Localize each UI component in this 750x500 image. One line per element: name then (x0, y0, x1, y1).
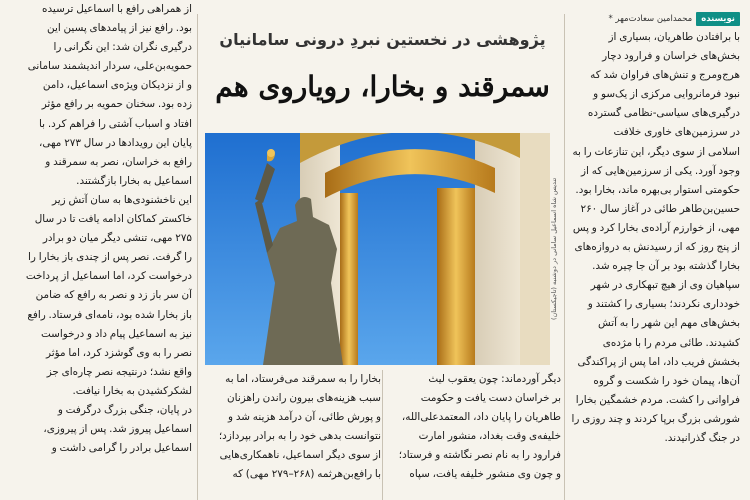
text-line: با برافتادن طاهریان، بسیاری از (608, 31, 740, 43)
text-line: بخش‌های خراسان و فرارود دچار (602, 50, 740, 63)
text-line: ۲۷۵ مهی، تنشی دیگر میان دو برادر (42, 232, 192, 245)
text-line: دیگر آوردماند: چون یعقوب لیث (428, 373, 561, 385)
text-line: این ناخشنودی‌ها به سان آتش زیر (52, 193, 192, 206)
byline (568, 12, 740, 26)
text-line: سپاهیان وی از هیچ تبهکاری در شهر (590, 279, 740, 292)
statue-photo (205, 133, 550, 365)
text-line: خودداری نکردند؛ بسیاری را کشتند و (587, 298, 740, 311)
text-line: بخارا گذشته بود بر آن جا چیره شد. (592, 260, 740, 273)
text-line: و پورش طائی، آن درآمد هزینه شد و (228, 411, 381, 424)
text-line: پایان این رویدادها در سال ۲۷۳ مهی، (39, 136, 192, 149)
text-line: فرارود را به نام نصر نگاشته و فرستاد؛ (398, 449, 561, 462)
text-line: وجود آورد. یکی از سرزمین‌هایی که از (581, 164, 740, 177)
text-line: و چون وی منشور خلیفه یافت، سپاه (409, 468, 561, 481)
author-name: محمدامین سعادت‌مهر * (608, 14, 693, 24)
text-line: حکومتی استوار بی‌بهره ماند، بخارا بود. (575, 183, 740, 196)
byline-tag: نویسنده (696, 12, 740, 26)
text-line: افتاد و اسباب آشتی را فراهم کرد. با (38, 117, 192, 130)
photo-caption: تندیس شاه اسماعیل سامانی در دوشنبه (تاجیکستان) (550, 177, 558, 321)
text-line: آن‌ها، پیمان خود را شکست و گروه (593, 374, 740, 387)
text-line: خاکستر کماکان ادامه یافت تا در سال (34, 213, 192, 226)
text-line: از همراهی رافع با اسماعیل ترسیده (42, 3, 192, 15)
column-divider (564, 14, 565, 500)
text-line: هرج‌ومرج و تنش‌های فراوان شد که (590, 69, 740, 82)
text-line: حسین‌بن‌طاهر طائی در آغاز سال ۲۶۰ (580, 202, 740, 215)
text-column-right (568, 28, 740, 500)
text-line: از پنج روز که از رسیدنش به دروازه‌های (574, 241, 740, 254)
text-line: آن سر باز زد و نصر به رافع که ضامن (35, 289, 192, 302)
text-column-middle-left (205, 370, 381, 500)
text-line: در پایان، جنگی بزرگ درگرفت و (57, 403, 192, 416)
text-line: درگیری نگران شد: این نگرانی را (53, 41, 192, 54)
text-line: درخواست کرد، اما اسماعیل از پرداخت (25, 270, 192, 283)
text-line: نبود فرمانروایی مرکزی از یک‌سو و (593, 88, 740, 101)
text-line: سبب هزینه‌های بیرون راندن راهزنان (227, 392, 381, 405)
text-line: در سرزمین‌های خاوری خلافت (613, 126, 740, 139)
text-line: فراوانی را کشت. مردم خشمگین بخارا (575, 393, 740, 406)
column-divider (197, 14, 198, 500)
text-line: بر خراسان دست یافت و حکومت (420, 392, 561, 405)
headline: سمرقند و بخارا، رویاروی هم (215, 70, 550, 103)
text-line: نتوانست بدهی خود را به برادر بپردازد؛ (218, 430, 381, 443)
text-line: خلیفه‌ی وقت بغداد، منشور امارت (418, 430, 561, 443)
text-column-left (12, 0, 192, 500)
text-line: حمویه‌بن‌علی، سردار اندیشمند سامانی (27, 60, 192, 73)
text-line: لشکرکشیدن به بخارا نیافت. (72, 384, 192, 397)
text-line: کشیدند. طائی مردم را با مژده‌ی (602, 336, 740, 349)
text-line: شورشی بزرگ برپا کردند و چند روزی را (571, 412, 740, 425)
text-line: مهی، از خوارزم آراده‌ی بخارا کرد و پس (572, 221, 740, 234)
text-line: از سوی دیگر اسماعیل، ناهمکاری‌هایی (219, 449, 381, 462)
text-line: بخارا را به سمرقند می‌فرستاد، اما به (225, 373, 381, 385)
text-line: با رافع‌بن‌هرثمه (۲۶۸–۲۷۹ مهی) که (232, 468, 381, 481)
text-line: نصر را به وی گوشزد کرد، اما مؤثر (46, 346, 192, 359)
kicker-subtitle: پژوهشی در نخستین نبردِ درونی سامانیان (219, 30, 546, 49)
text-line: در جنگ گذرانیدند. (664, 431, 740, 444)
text-line: بخش‌های مهم این شهر را به آتش (597, 317, 740, 330)
text-line: را گرفت. نصر پس از چندی باز بخارا را (28, 251, 192, 264)
text-line: طاهریان را پایان داد، المعتمدعلی‌الله، (401, 411, 561, 424)
text-line: اسماعیل پیروز شد. پس از پیروزی، (43, 423, 192, 436)
text-line: رافع به خراسان، نصر به سمرقند و (45, 155, 192, 168)
statue-photo-illustration (205, 133, 550, 365)
text-line: اسماعیل به بخارا بازگشتند. (76, 174, 192, 187)
text-line: اسماعیل برادر را گرامی داشت و (51, 442, 192, 455)
text-line: نیز به اسماعیل پیام داد و درخواست (40, 327, 192, 340)
text-line: بود. رافع نیز از پیامدهای پسین این (47, 22, 192, 35)
text-line: درگیری‌های سیاسی-نظامی گسترده (587, 107, 740, 120)
text-line: و از نزدیکان ویژه‌ی اسماعیل، دامن (42, 79, 192, 92)
text-line: زده بود. سخنان حمویه بر رافع مؤثر (41, 98, 192, 111)
text-line: اسلامی از سوی دیگر، این تنازعات را به (572, 145, 740, 158)
text-line: بخشش فریب داد، اما پس از پراکندگی (577, 355, 740, 368)
text-column-middle-right (383, 370, 561, 500)
text-line: واقع نشد؛ درنتیجه نصر چاره‌ای جز (46, 365, 192, 378)
text-line: باز بخارا شده بود، نامه‌ای فرستاد. رافع (27, 308, 192, 321)
